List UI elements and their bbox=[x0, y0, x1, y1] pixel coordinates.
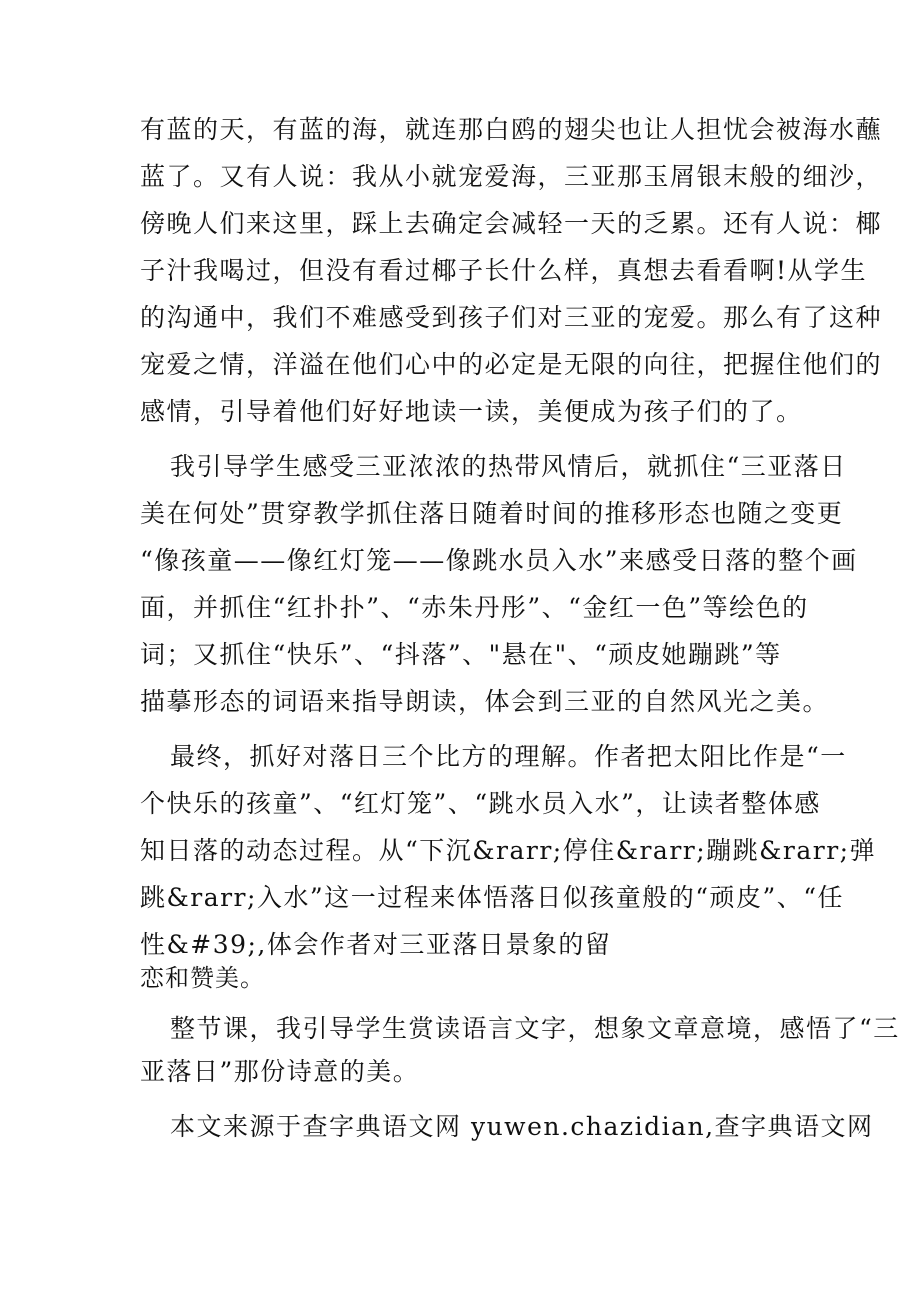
text-line: 子汁我喝过，但没有看过椰子长什么样，真想去看看啊!从学生 bbox=[140, 256, 868, 285]
text-line: 有蓝的天，有蓝的海，就连那白鸥的翅尖也让人担忧会被海水蘸 bbox=[140, 115, 883, 144]
text-line: 亚落日”那份诗意的美。 bbox=[140, 1057, 420, 1086]
text-line: 最终，抓好对落日三个比方的理解。作者把太阳比作是“一 bbox=[170, 742, 847, 771]
text-line: 词；又抓住“快乐”、“抖落”、"悬在"、“顽皮她蹦跳”等 bbox=[140, 640, 782, 669]
text-line: 我引导学生感受三亚浓浓的热带风情后，就抓住“三亚落日 bbox=[170, 452, 847, 481]
text-line: 性&#39;,体会作者对三亚落日景象的留 bbox=[140, 930, 612, 959]
text-line: “像孩童——像红灯笼——像跳水员入水”来感受日落的整个画 bbox=[140, 546, 858, 575]
text-line: 恋和赞美。 bbox=[140, 964, 265, 992]
source-line: 本文来源于查字典语文网 yuwen.chazidian,查字典语文网 bbox=[170, 1112, 874, 1141]
text-line: 面，并抓住“红扑扑”、“赤朱丹彤”、“金红一色”等绘色的 bbox=[140, 593, 809, 622]
text-line: 描摹形态的词语来指导朗读，体会到三亚的自然风光之美。 bbox=[140, 687, 830, 716]
text-line: 个快乐的孩童”、“红灯笼”、“跳水员入水”，让读者整体感 bbox=[140, 789, 821, 818]
text-line: 跳&rarr;入水”这一过程来体悟落日似孩童般的“顽皮”、“任 bbox=[140, 883, 845, 912]
text-line: 傍晚人们来这里，踩上去确定会减轻一天的乏累。还有人说：椰 bbox=[140, 209, 883, 238]
text-line: 美在何处”贯穿教学抓住落日随着时间的推移形态也随之变更 bbox=[140, 499, 844, 528]
text-line: 蓝了。又有人说：我从小就宠爱海，三亚那玉屑银末般的细沙， bbox=[140, 162, 883, 191]
text-line: 的沟通中，我们不难感受到孩子们对三亚的宠爱。那么有了这种 bbox=[140, 303, 883, 332]
text-line: 感情，引导着他们好好地读一读，美便成为孩子们的了。 bbox=[140, 397, 803, 426]
text-line: 整节课，我引导学生赏读语言文字，想象文章意境，感悟了“三 bbox=[170, 1014, 900, 1043]
text-line: 知日落的动态过程。从“下沉&rarr;停住&rarr;蹦跳&rarr;弹 bbox=[140, 836, 877, 865]
text-line: 宠爱之情，洋溢在他们心中的必定是无限的向往，把握住他们的 bbox=[140, 350, 883, 379]
